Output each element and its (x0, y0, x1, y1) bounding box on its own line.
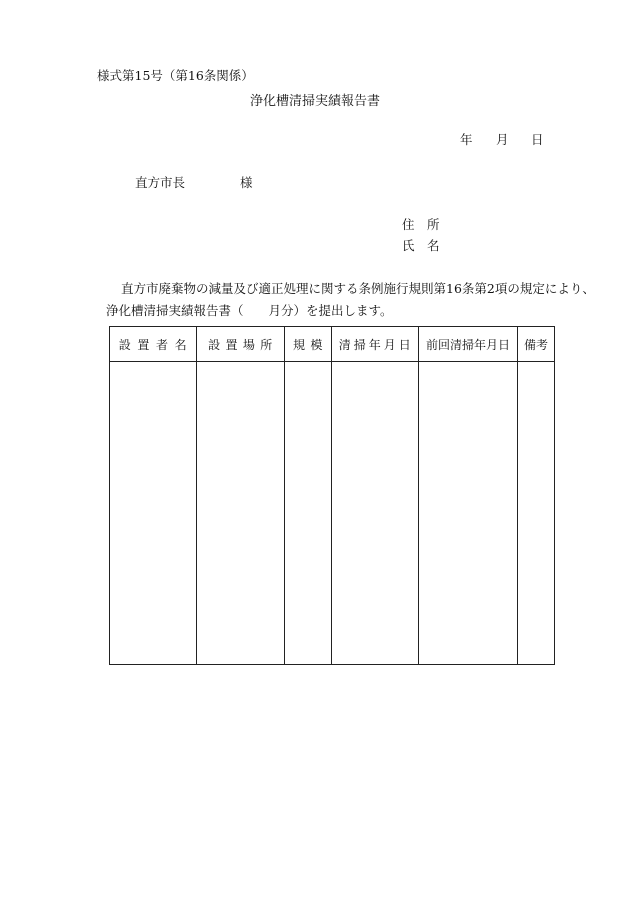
addressee: 直方市長 (135, 175, 186, 190)
body-text-line-2: 浄化槽清掃実績報告書（ 月分）を提出します。 (106, 303, 393, 318)
header-remarks: 備考 (518, 327, 555, 362)
date-day-label: 日 (531, 132, 544, 147)
document-title: 浄化槽清掃実績報告書 (249, 94, 380, 109)
cell-remarks[interactable] (518, 362, 555, 665)
form-number: 様式第15号（第16条関係） (97, 68, 254, 83)
header-scale: 規模 (285, 327, 332, 362)
cell-installation-location[interactable] (197, 362, 285, 665)
cell-cleaning-date[interactable] (332, 362, 419, 665)
date-month-label: 月 (496, 132, 509, 147)
body-text-line-1: 直方市廃棄物の減量及び適正処理に関する条例施行規則第16条第2項の規定により、 (121, 281, 595, 296)
header-installation-location: 設置場所 (197, 327, 285, 362)
table-row (110, 362, 555, 665)
cell-installer-name[interactable] (110, 362, 197, 665)
name-label: 氏 名 (402, 238, 440, 253)
honorific: 様 (240, 175, 253, 190)
header-previous-cleaning-date: 前回清掃年月日 (419, 327, 518, 362)
report-table (109, 326, 555, 665)
cell-scale[interactable] (285, 362, 332, 665)
date-year-label: 年 (460, 132, 473, 147)
header-installer-name: 設置者名 (110, 327, 197, 362)
table-header-row (110, 327, 555, 362)
address-label: 住 所 (402, 217, 440, 232)
cell-previous-cleaning-date[interactable] (419, 362, 518, 665)
header-cleaning-date: 清掃年月日 (332, 327, 419, 362)
